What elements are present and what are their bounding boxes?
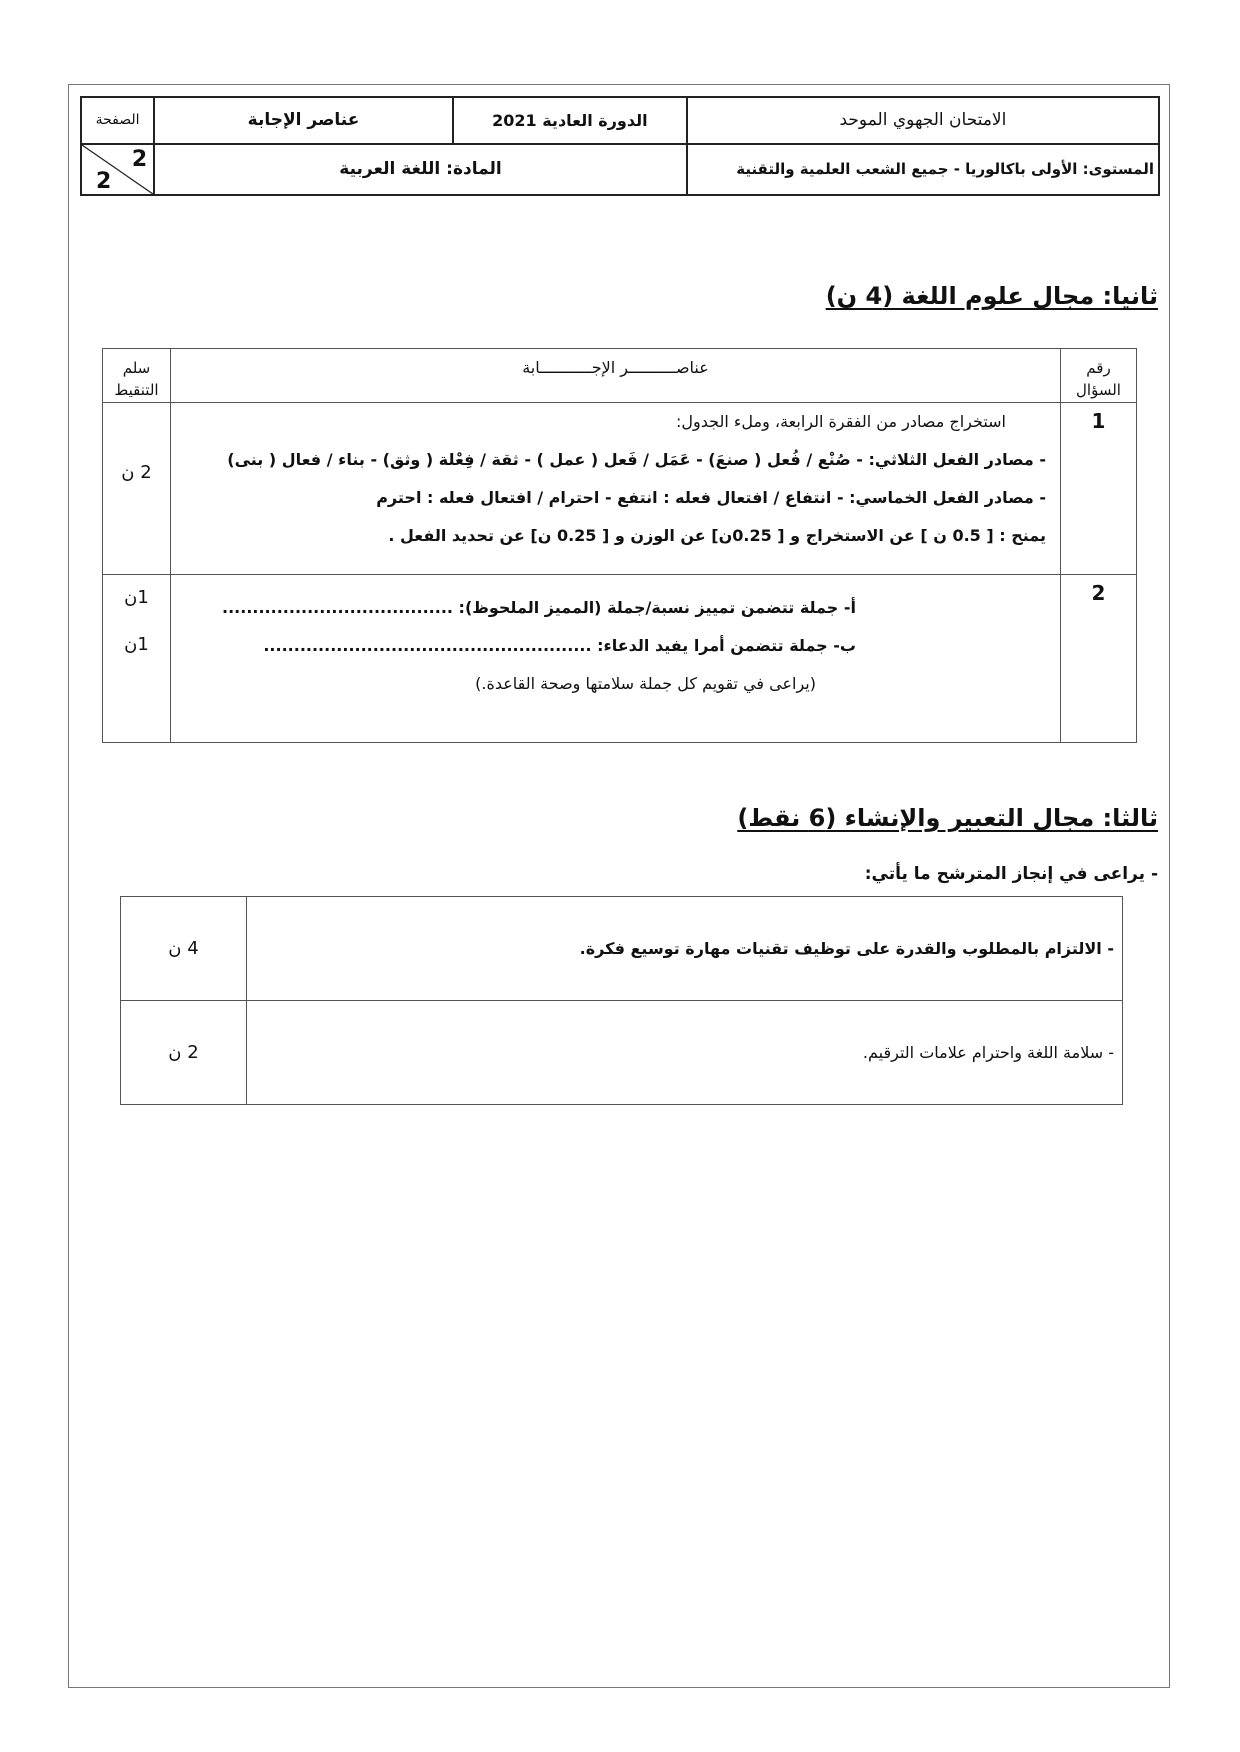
- criterion-score: 2 ن: [121, 1001, 247, 1105]
- section2-title: ثانيا: مجال علوم اللغة (4 ن): [825, 282, 1158, 310]
- session-label: الدورة العادية 2021: [453, 97, 687, 144]
- question-number: 2: [1061, 575, 1137, 743]
- exam-title: الامتحان الجهوي الموحد: [687, 97, 1159, 144]
- subject-label: المادة: اللغة العربية: [154, 144, 687, 195]
- table-row: [121, 897, 1123, 1001]
- page-current: 2: [131, 146, 148, 172]
- q2-scores: [103, 575, 171, 743]
- q1-trilateral-sources: - مصادر الفعل الثلاثي: - صُنْع / فُعل ( صنعَ) - عَمَل / فَعل ( عمل ) - ثقة / فِعْلة ( وثق) - بناء / فعال ( بنى): [227, 450, 1046, 469]
- section3-title: ثالثا: مجال التعبير والإنشاء (6 نقط): [737, 804, 1158, 832]
- col-header-answers: عناصــــــــــر الإجـــــــــــابة: [171, 349, 1061, 403]
- section3-intro: - يراعى في إنجاز المترشح ما يأتي:: [864, 864, 1158, 884]
- q1-score: 2 ن: [103, 403, 171, 575]
- table-row: [103, 403, 1137, 575]
- q1-instruction: استخراج مصادر من الفقرة الرابعة، وملء الجدول:: [676, 412, 1006, 431]
- page-label: الصفحة: [81, 97, 154, 144]
- criterion-text: - سلامة اللغة واحترام علامات الترقيم.: [247, 1001, 1123, 1105]
- col-header-number: رقم السؤال: [1061, 349, 1137, 403]
- q1-quintuple-sources: - مصادر الفعل الخماسي: - انتفاع / افتعال فعله : انتفع - احترام / افتعال فعله : احترم: [376, 488, 1046, 507]
- table-row: [103, 575, 1137, 743]
- q2-line-a: أ- جملة تتضمن تمييز نسبة/جملة (المميز الملحوظ): ......................................: [222, 598, 856, 617]
- page-total: 2: [96, 169, 112, 194]
- q2-line-b: ب- جملة تتضمن أمرا يفيد الدعاء: ......................................................: [263, 636, 856, 655]
- answer-cell: [171, 575, 1061, 743]
- criterion-text: - الالتزام بالمطلوب والقدرة على توظيف تقنيات مهارة توسيع فكرة.: [247, 897, 1123, 1001]
- q1-grading-note: يمنح : [ 0.5 ن ] عن الاستخراج و [ 0.25ن] عن الوزن و [ 0.25 ن] عن تحديد الفعل .: [388, 526, 1046, 545]
- expression-table: [120, 896, 1123, 1105]
- language-sciences-table: [102, 348, 1137, 743]
- level-label: المستوى: الأولى باكالوريا - جميع الشعب العلمية والتقنية: [687, 144, 1159, 195]
- q2-score-b: 1ن: [124, 634, 149, 655]
- answer-elements-title: عناصر الإجابة: [154, 97, 453, 144]
- answer-cell: [171, 403, 1061, 575]
- col-header-score: سلم التنقيط: [103, 349, 171, 403]
- table-row: [121, 1001, 1123, 1105]
- page-number-cell: [81, 144, 154, 195]
- q2-score-a: 1ن: [124, 587, 149, 608]
- criterion-score: 4 ن: [121, 897, 247, 1001]
- question-number: 1: [1061, 403, 1137, 575]
- page-frame: [68, 84, 1170, 1688]
- q2-note: (يراعى في تقويم كل جملة سلامتها وصحة القاعدة.): [475, 674, 816, 693]
- exam-header: [80, 96, 1160, 196]
